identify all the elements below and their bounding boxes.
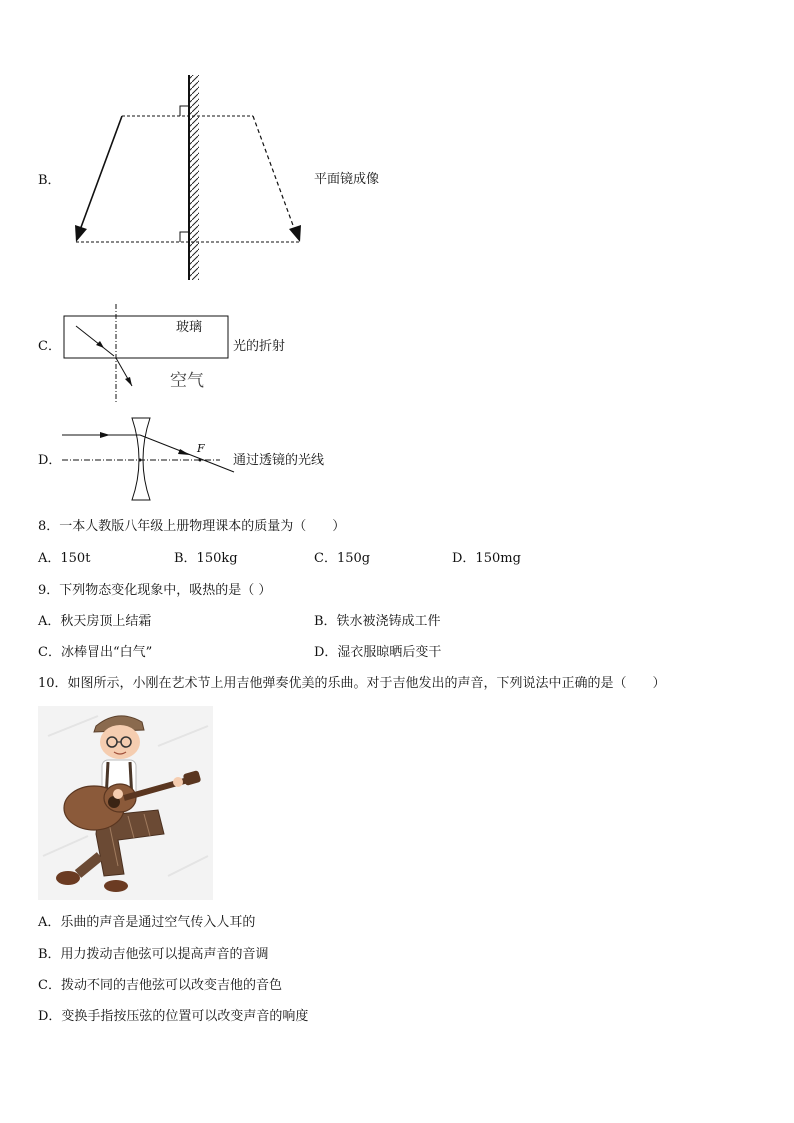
right-shoe <box>104 880 128 892</box>
q10-stem: 10．如图所示，小刚在艺术节上用吉他弹奏优美的乐曲。对于吉他发出的声音，下列说法中正确的是（ ） <box>38 676 666 691</box>
focal-point <box>199 459 202 462</box>
q9-choice-c: C．冰棒冒出“白气” <box>38 645 153 660</box>
q9-stem: 9．下列物态变化现象中，吸热的是（ ） <box>38 583 272 598</box>
refracted-arrowhead-d <box>178 449 190 455</box>
glass-block <box>64 316 228 358</box>
optical-center <box>139 459 142 462</box>
incident-ray <box>76 326 114 356</box>
mirror-hatching <box>190 75 199 280</box>
option-d-caption: 通过透镜的光线 <box>233 453 325 468</box>
option-c-letter: C． <box>38 339 61 354</box>
image-arrowhead <box>289 225 301 242</box>
incident-arrowhead <box>96 341 104 348</box>
option-c-caption: 光的折射 <box>233 339 286 354</box>
refraction-diagram <box>60 300 235 405</box>
q9-choice-b: B．铁水被浇铸成工件 <box>314 614 441 629</box>
q10-choice-b: B．用力拨动吉他弦可以提高声音的音调 <box>38 947 269 962</box>
guitar-player-illustration <box>38 706 213 900</box>
option-b-caption: 平面镜成像 <box>314 172 380 187</box>
right-angle-mark-bottom <box>180 232 189 242</box>
q10-choice-d: D．变换手指按压弦的位置可以改变声音的响度 <box>38 1009 309 1024</box>
q8-choice-c: C．150g <box>314 551 371 566</box>
q10-choice-c: C．拨动不同的吉他弦可以改变吉他的音色 <box>38 978 282 993</box>
plane-mirror-diagram <box>60 70 320 290</box>
left-shoe <box>56 871 80 885</box>
q8-stem: 8．一本人教版八年级上册物理课本的质量为（ ） <box>38 519 346 534</box>
air-label: 空气 <box>170 371 204 391</box>
right-angle-mark-top <box>180 106 189 116</box>
focus-label: F <box>197 442 205 455</box>
object-arrowhead <box>75 225 87 242</box>
object-arrow <box>80 116 122 230</box>
option-d-letter: D． <box>38 453 62 468</box>
incident-arrowhead-d <box>100 432 110 438</box>
q8-choice-d: D．150mg <box>452 551 521 566</box>
option-b-letter: B． <box>38 173 61 188</box>
q9-choice-a: A．秋天房顶上结霜 <box>38 614 152 629</box>
concave-lens-diagram <box>60 412 240 504</box>
glass-label: 玻璃 <box>176 320 203 335</box>
q8-choice-a: A．150t <box>38 551 91 566</box>
refracted-arrowhead <box>125 377 132 386</box>
q9-choice-d: D．湿衣服晾晒后变干 <box>314 645 442 660</box>
image-arrow <box>253 116 294 228</box>
q8-choice-b: B．150kg <box>174 551 238 566</box>
q10-choice-a: A．乐曲的声音是通过空气传入人耳的 <box>38 915 256 930</box>
